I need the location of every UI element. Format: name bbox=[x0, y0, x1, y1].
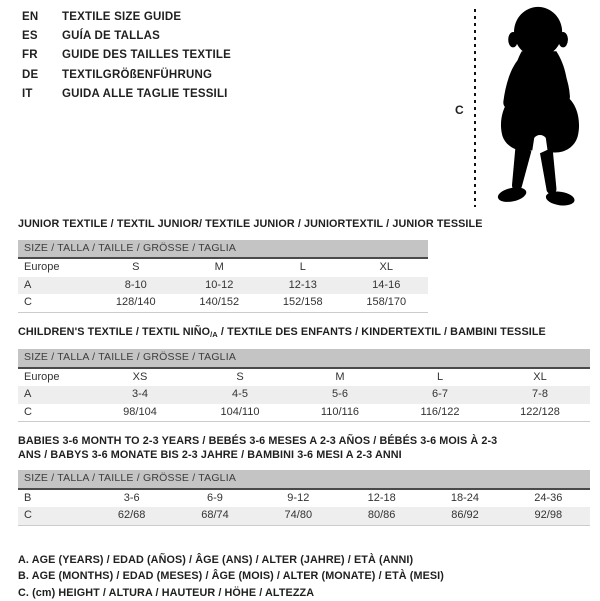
table-row bbox=[18, 404, 590, 422]
size-value-cell: 5-6 bbox=[290, 386, 390, 404]
language-label: GUIDA ALLE TAGLIE TESSILI bbox=[62, 85, 228, 104]
size-value-cell: 80/86 bbox=[340, 507, 423, 525]
column-header-cell: M bbox=[178, 258, 262, 277]
size-value-cell: 9-12 bbox=[257, 489, 340, 508]
section-title-babies: BABIES 3-6 MONTH TO 2-3 YEARS / BEBÉS 3-6 MESES A 2-3 AÑOS / BÉBÉS 3-6 MOIS À 2-3 ANS / BABYS 3-6 MONATE BIS 2-3 JAHRE / BAMBINI 3-6 MESI A 2-3 ANNI bbox=[18, 435, 510, 462]
column-header-row bbox=[18, 258, 428, 277]
size-value-cell: 6-7 bbox=[390, 386, 490, 404]
size-guide-content bbox=[18, 213, 590, 601]
size-value-cell: 92/98 bbox=[507, 507, 590, 525]
column-header-cell: L bbox=[261, 258, 345, 277]
size-value-cell: 12-13 bbox=[261, 277, 345, 295]
size-value-cell: 18-24 bbox=[423, 489, 506, 508]
column-header-row bbox=[18, 368, 590, 387]
size-value-cell: 104/110 bbox=[190, 404, 290, 422]
language-label: GUÍA DE TALLAS bbox=[62, 27, 160, 46]
column-header-cell: Europe bbox=[18, 368, 90, 387]
size-value-cell: 98/104 bbox=[90, 404, 190, 422]
column-header-cell: Europe bbox=[18, 258, 94, 277]
column-header-cell: S bbox=[94, 258, 178, 277]
height-measure-line bbox=[474, 9, 476, 207]
language-list bbox=[22, 8, 231, 104]
section-title-text: / TEXTILE DES ENFANTS / KINDERTEXTIL / BAMBINI TESSILE bbox=[218, 326, 546, 338]
column-header-cell: M bbox=[290, 368, 390, 387]
children-size-table bbox=[18, 349, 590, 422]
language-row bbox=[22, 27, 231, 46]
language-row bbox=[22, 85, 231, 104]
language-label: GUIDE DES TAILLES TEXTILE bbox=[62, 46, 231, 65]
size-value-cell: 7-8 bbox=[490, 386, 590, 404]
language-row bbox=[22, 8, 231, 27]
size-value-cell: 116/122 bbox=[390, 404, 490, 422]
language-row bbox=[22, 66, 231, 85]
size-value-cell: 62/68 bbox=[90, 507, 173, 525]
junior-size-table bbox=[18, 240, 428, 313]
column-header-cell: S bbox=[190, 368, 290, 387]
size-value-cell: 3-4 bbox=[90, 386, 190, 404]
table-row bbox=[18, 386, 590, 404]
table-row bbox=[18, 277, 428, 295]
legend-line-a: A. AGE (YEARS) / EDAD (AÑOS) / ÂGE (ANS) / ALTER (JAHRE) / ETÀ (ANNI) bbox=[18, 552, 590, 569]
baby-figure bbox=[448, 5, 596, 212]
section-title-subscript: /A bbox=[210, 330, 218, 339]
size-value-cell: 110/116 bbox=[290, 404, 390, 422]
row-label-cell: A bbox=[18, 277, 94, 295]
size-value-cell: 4-5 bbox=[190, 386, 290, 404]
row-label-cell: A bbox=[18, 386, 90, 404]
section-title-text: CHILDREN'S TEXTILE / TEXTIL NIÑO bbox=[18, 326, 210, 338]
size-value-cell: 6-9 bbox=[173, 489, 256, 508]
size-value-cell: 86/92 bbox=[423, 507, 506, 525]
language-label: TEXTILGRÖßENFÜHRUNG bbox=[62, 66, 212, 85]
language-code: IT bbox=[22, 85, 62, 104]
table-row bbox=[18, 489, 590, 508]
column-header-cell: L bbox=[390, 368, 490, 387]
row-label-cell: C bbox=[18, 294, 94, 312]
legend-line-c: C. (cm) HEIGHT / ALTURA / HAUTEUR / HÖHE / ALTEZZA bbox=[18, 585, 590, 601]
size-value-cell: 140/152 bbox=[178, 294, 262, 312]
table-row bbox=[18, 507, 590, 525]
size-value-cell: 8-10 bbox=[94, 277, 178, 295]
row-label-cell: C bbox=[18, 404, 90, 422]
size-value-cell: 14-16 bbox=[345, 277, 429, 295]
column-header-cell: XS bbox=[90, 368, 190, 387]
size-value-cell: 74/80 bbox=[257, 507, 340, 525]
column-header-cell: XL bbox=[345, 258, 429, 277]
legend bbox=[18, 552, 590, 601]
size-value-cell: 10-12 bbox=[178, 277, 262, 295]
toddler-silhouette-icon bbox=[486, 5, 594, 212]
size-value-cell: 24-36 bbox=[507, 489, 590, 508]
row-label-cell: C bbox=[18, 507, 90, 525]
size-value-cell: 12-18 bbox=[340, 489, 423, 508]
language-code: DE bbox=[22, 66, 62, 85]
size-header-bar: SIZE / TALLA / TAILLE / GRÖSSE / TAGLIA bbox=[18, 349, 590, 368]
babies-size-table bbox=[18, 470, 590, 526]
language-code: ES bbox=[22, 27, 62, 46]
size-value-cell: 122/128 bbox=[490, 404, 590, 422]
size-header-bar: SIZE / TALLA / TAILLE / GRÖSSE / TAGLIA bbox=[18, 470, 590, 489]
size-value-cell: 68/74 bbox=[173, 507, 256, 525]
section-title-children bbox=[18, 326, 590, 342]
size-value-cell: 158/170 bbox=[345, 294, 429, 312]
language-code: EN bbox=[22, 8, 62, 27]
language-label: TEXTILE SIZE GUIDE bbox=[62, 8, 181, 27]
language-row bbox=[22, 46, 231, 65]
table-row bbox=[18, 294, 428, 312]
section-title-junior: JUNIOR TEXTILE / TEXTIL JUNIOR/ TEXTILE JUNIOR / JUNIORTEXTIL / JUNIOR TESSILE bbox=[18, 218, 590, 232]
legend-line-b: B. AGE (MONTHS) / EDAD (MESES) / ÂGE (MOIS) / ALTER (MONATE) / ETÀ (MESI) bbox=[18, 568, 590, 585]
row-label-cell: B bbox=[18, 489, 90, 508]
size-value-cell: 152/158 bbox=[261, 294, 345, 312]
height-label-c: C bbox=[455, 103, 464, 117]
size-value-cell: 128/140 bbox=[94, 294, 178, 312]
size-value-cell: 3-6 bbox=[90, 489, 173, 508]
size-header-bar: SIZE / TALLA / TAILLE / GRÖSSE / TAGLIA bbox=[18, 240, 428, 259]
language-code: FR bbox=[22, 46, 62, 65]
column-header-cell: XL bbox=[490, 368, 590, 387]
